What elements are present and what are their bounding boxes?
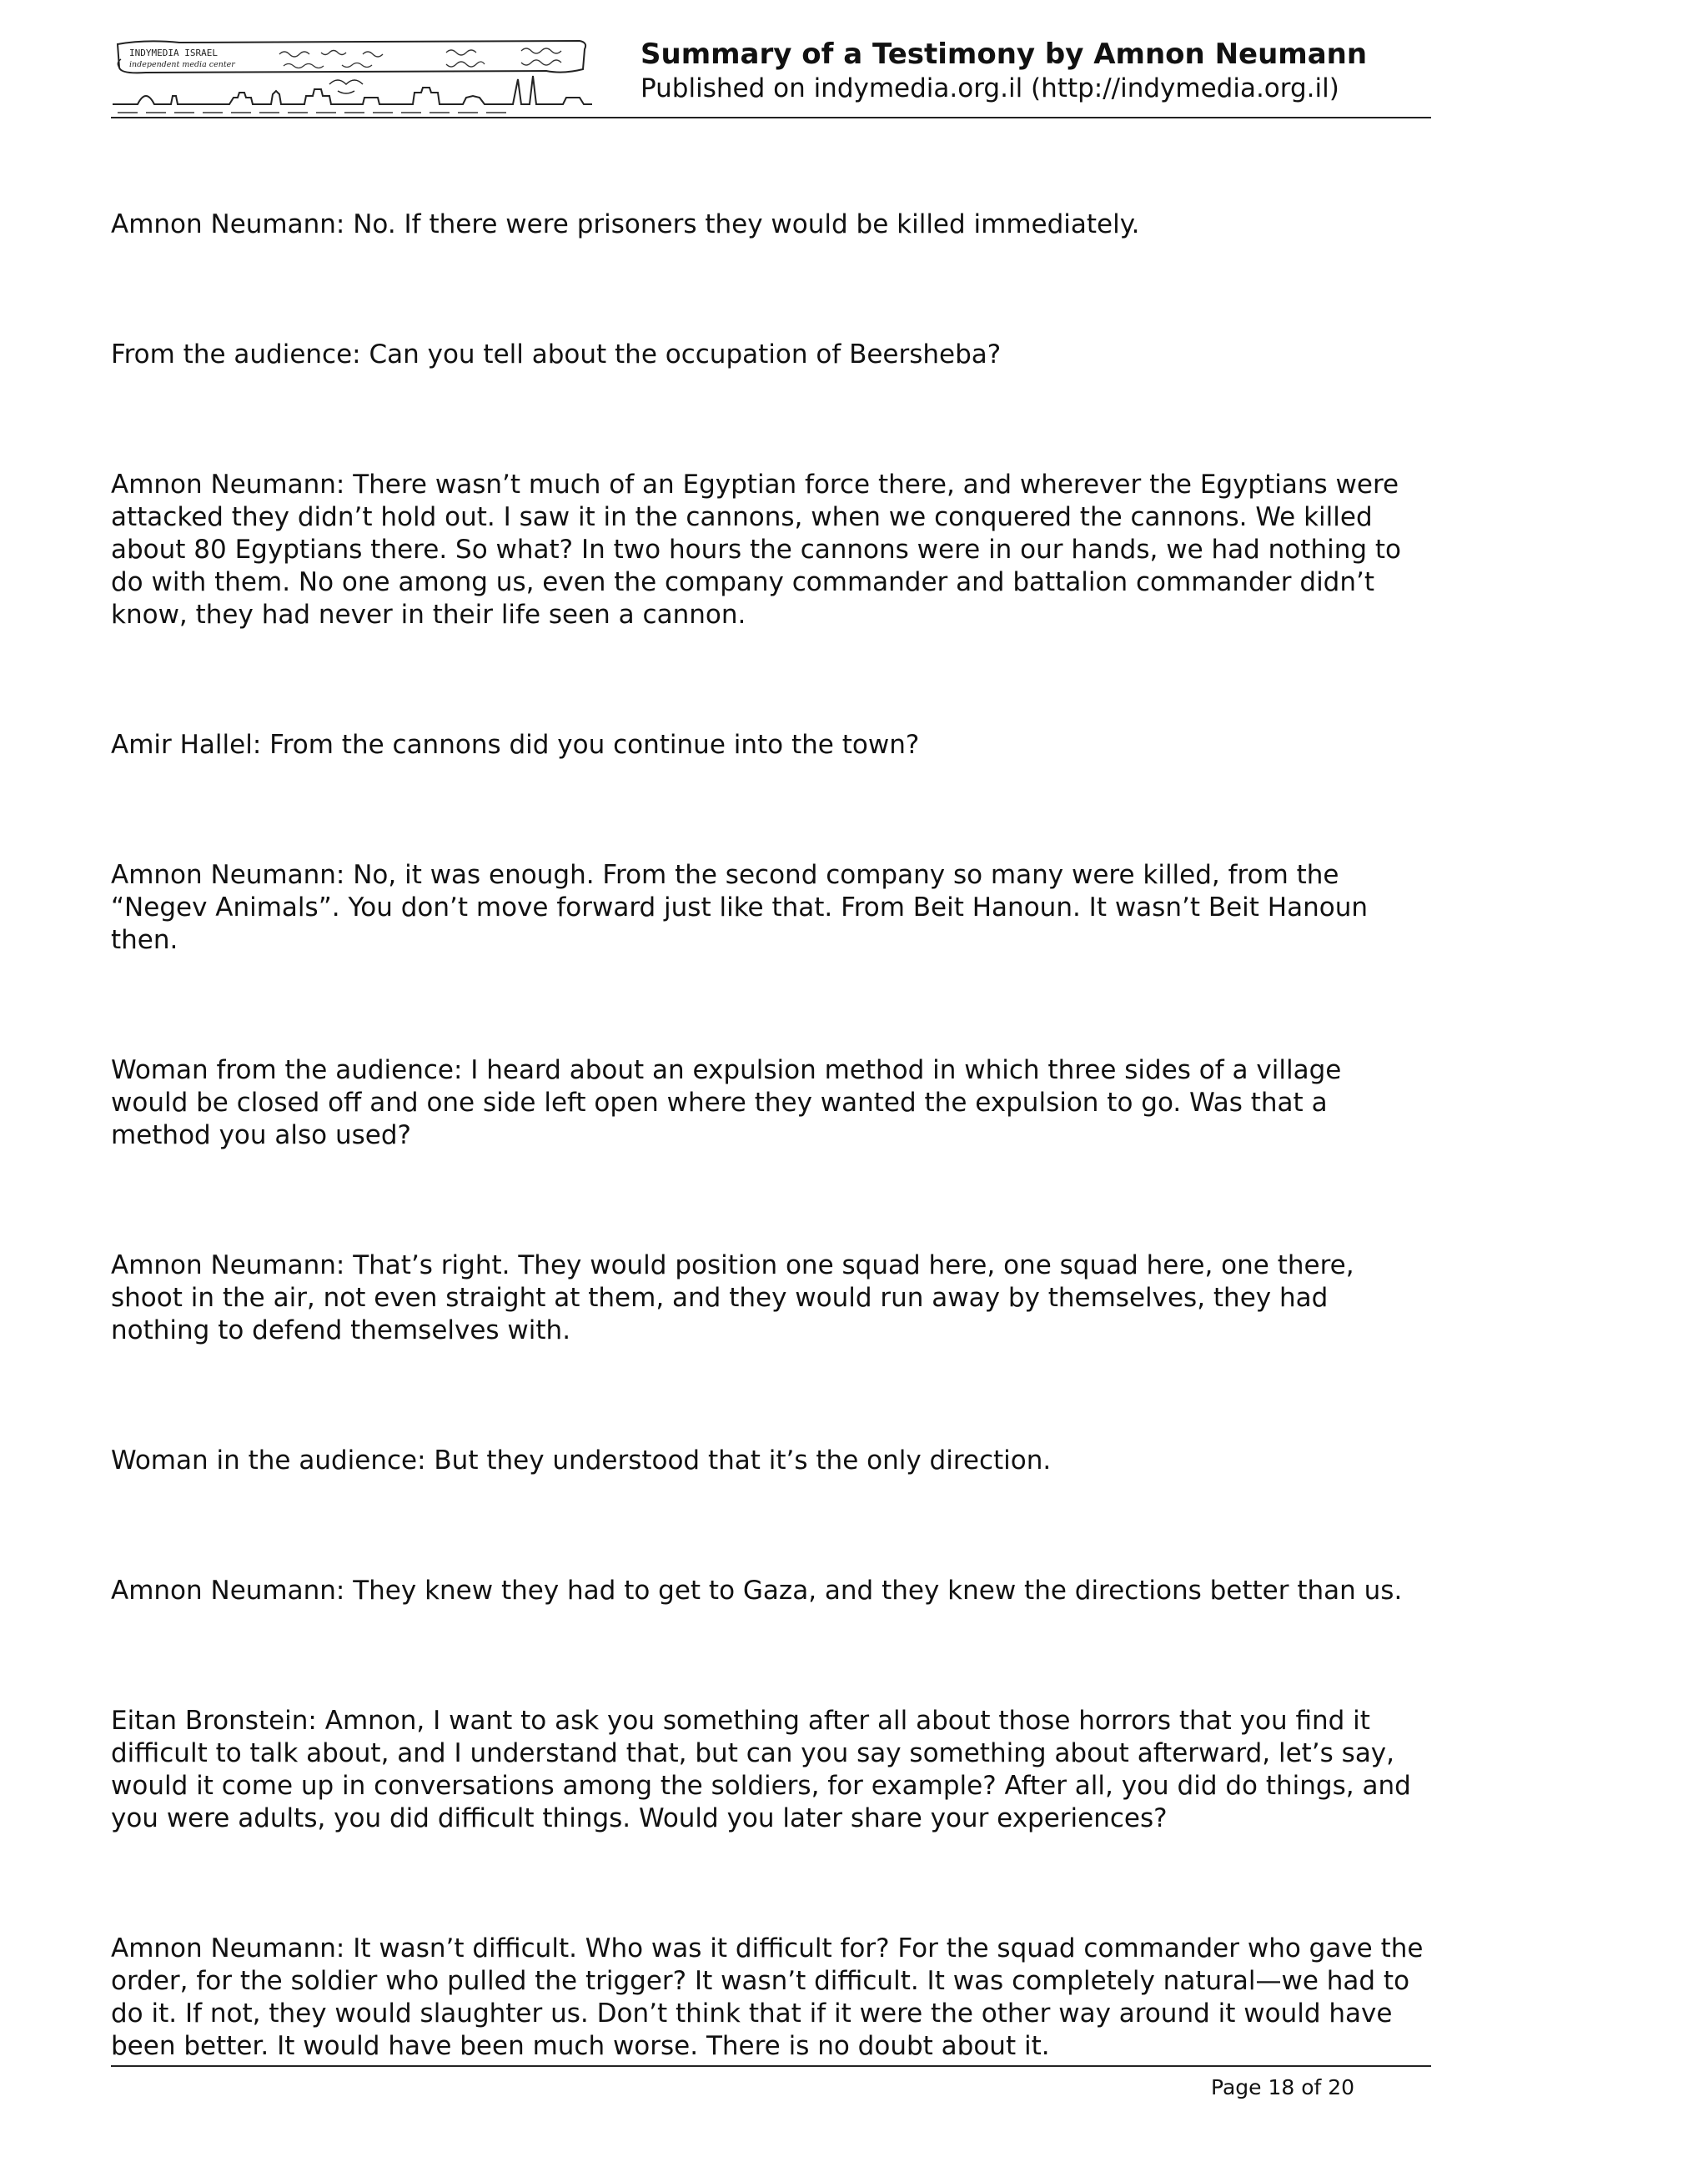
header-title-block	[640, 37, 1367, 105]
page-title: Summary of a Testimony by Amnon Neumann	[640, 38, 1368, 71]
paragraph: Amnon Neumann: No. If there were prisoners they would be killed immediately.	[111, 209, 1140, 239]
paragraph: Amnon Neumann: They knew they had to get to Gaza, and they knew the directions better than us.	[111, 1576, 1403, 1606]
document-body	[111, 209, 1437, 2063]
paragraph: Woman in the audience: But they understood that it’s the only direction.	[111, 1445, 1052, 1476]
page-subtitle: Published on indymedia.org.il (http://indymedia.org.il)	[640, 73, 1339, 103]
paragraph: From the audience: Can you tell about the occupation of Beersheba?	[111, 339, 1002, 370]
logo-banner-left: INDYMEDIA ISRAEL	[129, 48, 218, 58]
paragraph: Woman from the audience: I heard about an expulsion method in which three sides of a village would be closed off and one side left open where they wanted the expulsion to go. Was that a method you also used?	[111, 1055, 1342, 1150]
indymedia-logo	[113, 38, 592, 114]
logo-banner-left-sub: independent media center	[129, 60, 235, 69]
paragraph: Amnon Neumann: There wasn’t much of an Egyptian force there, and wherever the Egyptians were attacked they didn’t hold out. I saw it in the cannons, when we conquered the cannons. We killed about 80 Egyptians there. So what? In two hours the cannons were in our hands, we had nothing to do with them. No one among us, even the company commander and battalion commander didn’t know, they had never in their life seen a cannon.	[111, 470, 1402, 630]
indymedia-logo-drawing	[113, 38, 592, 114]
paragraph: Amir Hallel: From the cannons did you continue into the town?	[111, 730, 920, 760]
paragraph: Eitan Bronstein: Amnon, I want to ask you something after all about those horrors that you find it difficult to talk about, and I understand that, but can you say something about afterward, let’s say, would it come up in conversations among the soldiers, for example? After all, you did do things, and you were adults, you did difficult things. Would you later share your experiences?	[111, 1706, 1411, 1833]
paragraph: Amnon Neumann: It wasn’t difficult. Who was it difficult for? For the squad commander who gave the order, for the soldier who pulled the trigger? It wasn’t difficult. It was completely natural—we had to do it. If not, they would slaughter us. Don’t think that if it were the other way around it would have been better. It would have been much worse. There is no doubt about it.	[111, 1933, 1424, 2061]
page-number: Page 18 of 20	[1211, 2075, 1355, 2099]
header-divider	[111, 117, 1431, 118]
paragraph: Amnon Neumann: That’s right. They would position one squad here, one squad here, one there, shoot in the air, not even straight at them, and they would run away by themselves, they had nothing to defend themselves with.	[111, 1250, 1354, 1345]
paragraph: Amnon Neumann: No, it was enough. From the second company so many were killed, from the “Negev Animals”. You don’t move forward just like that. From Beit Hanoun. It wasn’t Beit Hanoun then.	[111, 860, 1369, 955]
footer-divider	[111, 2065, 1431, 2067]
